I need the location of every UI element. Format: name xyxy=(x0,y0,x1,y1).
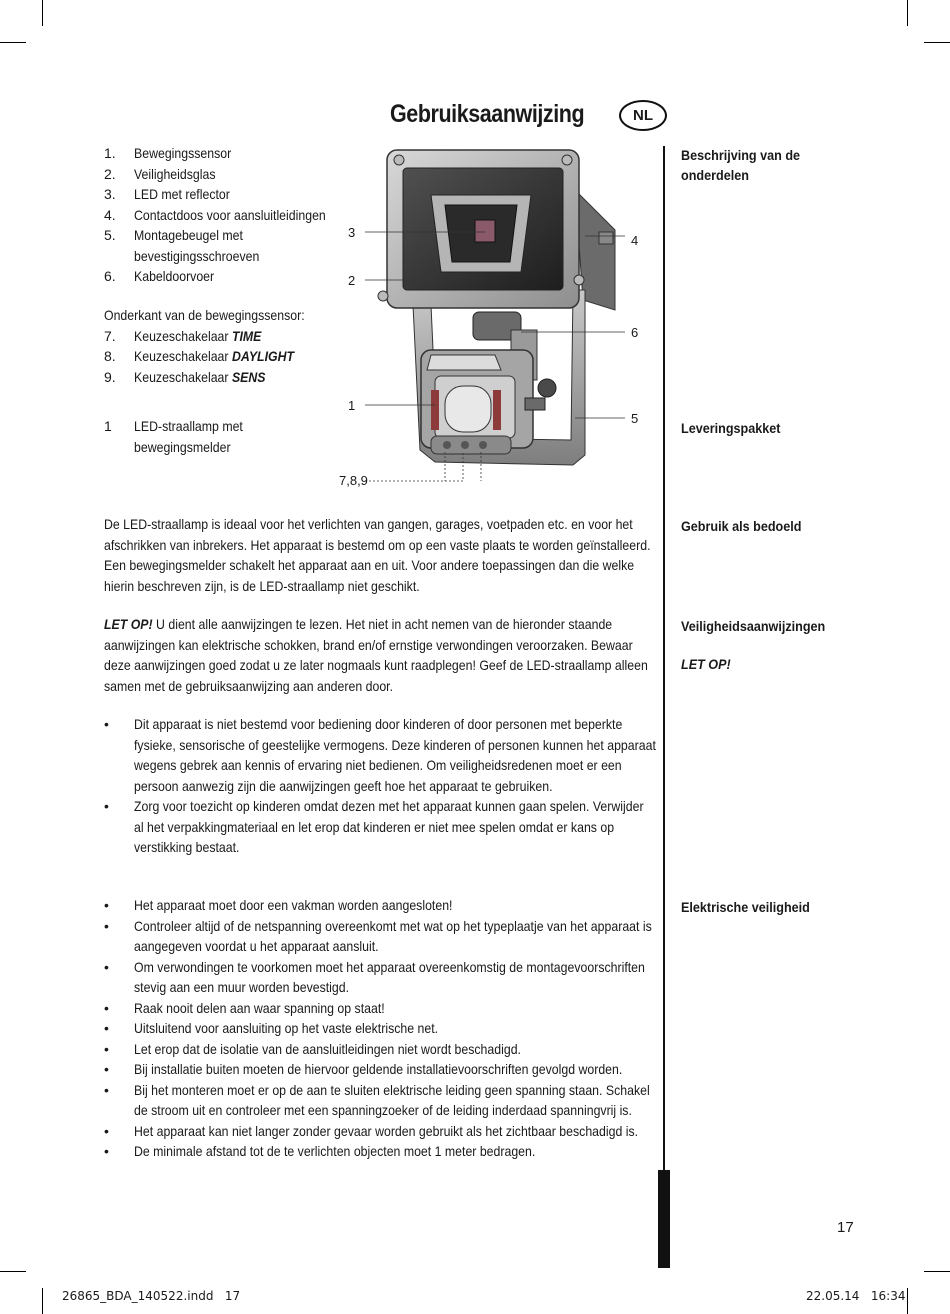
bullet-line: Het apparaat moet door een vakman worden aangesloten! xyxy=(134,897,453,913)
bullet-marker: • xyxy=(104,798,109,814)
callout-label: 3 xyxy=(348,225,356,240)
bullet-line: al het verpakkingmateriaal en let erop dat kinderen er niet mee spelen omdat er kans op xyxy=(134,818,615,835)
bullet-marker: • xyxy=(104,917,109,934)
list-item-continued: bevestigingsschroeven xyxy=(134,247,260,264)
bullet-line: Het apparaat kan niet langer zonder gevaar worden gebruikt als het zichtbaar beschadigd is. xyxy=(134,1122,639,1139)
side-heading-delivery: Leveringspakket xyxy=(681,420,781,436)
bullet-marker: • xyxy=(104,1143,109,1159)
crop-mark xyxy=(907,1288,908,1314)
list-number: 8. xyxy=(104,348,116,364)
bullet-marker: • xyxy=(104,1061,109,1077)
electrical-bullet-list xyxy=(104,895,652,1165)
bullet-line: stevig aan een muur worden bevestigd. xyxy=(134,979,350,995)
parts-list xyxy=(104,143,344,293)
list-item-continued: bewegingsmelder xyxy=(134,438,231,455)
delivery-item xyxy=(104,416,324,460)
list-number: 3. xyxy=(104,186,116,202)
list-number: 1. xyxy=(104,145,116,161)
product-figure xyxy=(335,140,655,490)
footer-file-info: 26865_BDA_140522.indd 17 xyxy=(62,1289,241,1303)
page-number: 17 xyxy=(837,1219,854,1236)
callout-label: 6 xyxy=(631,325,639,340)
paragraph-line: deze aanwijzingen goed zodat u ze later nogmaals kunt raadplegen! Geef de LED-straallamp alleen xyxy=(104,657,648,673)
page-title: Gebruiksaanwijzing xyxy=(390,100,585,128)
intended-use-paragraph xyxy=(104,514,649,596)
callout-label: 5 xyxy=(631,411,639,426)
bullet-line: persoon aanwezig zijn die aanwijzingen geeft hoe het apparaat te gebruiken. xyxy=(134,777,553,794)
crop-mark xyxy=(42,0,43,26)
crop-mark xyxy=(924,42,950,43)
language-badge: NL xyxy=(619,100,667,131)
bullet-line: Bij het monteren moet er op de aan te sluiten elektrische leiding geen spanning staan. Schakel xyxy=(134,1081,650,1098)
callout-label: 1 xyxy=(348,398,356,413)
list-item: Contactdoos voor aansluitleidingen xyxy=(134,206,326,223)
paragraph-line: hierin beschreven zijn, is de LED-straallamp niet geschikt. xyxy=(104,577,420,594)
list-number: 6. xyxy=(104,268,116,284)
bullet-line: aangegeven voordat u het apparaat aansluit. xyxy=(134,938,379,954)
column-divider-bar xyxy=(658,1170,670,1268)
list-item: LED met reflector xyxy=(134,186,230,202)
crop-mark xyxy=(0,1271,26,1272)
list-item: Montagebeugel met xyxy=(134,227,243,243)
list-item: LED-straallamp met xyxy=(134,418,243,434)
list-number: 9. xyxy=(104,368,116,385)
side-heading-electrical: Elektrische veiligheid xyxy=(681,899,810,915)
bullet-marker: • xyxy=(104,897,109,913)
crop-mark xyxy=(42,1288,43,1314)
bullet-line: Raak nooit delen aan waar spanning op staat! xyxy=(134,999,385,1016)
bullet-line: Controleer altijd of de netspanning overeenkomt met wat op het typeplaatje van het apparaat is xyxy=(134,917,652,934)
list-item: Veiligheidsglas xyxy=(134,165,216,182)
list-item: Keuzeschakelaar SENS xyxy=(134,368,266,385)
list-item: Kabeldoorvoer xyxy=(134,268,215,284)
bullet-line: Bij installatie buiten moeten de hiervoor geldende installatievoorschriften gevolgd worden. xyxy=(134,1061,623,1077)
bullet-line: Om verwondingen te voorkomen moet het apparaat overeenkomstig de montagevoorschriften xyxy=(134,958,645,975)
bullet-line: Uitsluitend voor aansluiting op het vaste elektrische net. xyxy=(134,1020,439,1036)
list-number: 2. xyxy=(104,165,116,182)
list-item: Keuzeschakelaar TIME xyxy=(134,327,262,344)
paragraph-line: aanwijzingen kan elektrische schokken, brand en/of ernstige verwondingen veroorzaken. Bewaar xyxy=(104,636,633,653)
list-number: 7. xyxy=(104,327,116,344)
bullet-line: verstikking bestaat. xyxy=(134,839,240,855)
footer-timestamp: 22.05.14 16:34 xyxy=(806,1289,906,1303)
list-item: Keuzeschakelaar DAYLIGHT xyxy=(134,348,294,364)
side-heading-parts: Beschrijving van de onderdelen xyxy=(681,147,801,183)
crop-mark xyxy=(924,1271,950,1272)
bullet-marker: • xyxy=(104,1122,109,1139)
list-number: 4. xyxy=(104,206,116,223)
bullet-line: Let erop dat de isolatie van de aansluitleidingen niet wordt beschadigd. xyxy=(134,1040,521,1057)
bullet-line: wegens gebrek aan kennis of ervaring niet bedienen. Om veiligheidsredenen moet er een xyxy=(134,757,622,773)
bullet-marker: • xyxy=(104,999,109,1016)
safety-paragraph xyxy=(104,614,649,696)
bullet-marker: • xyxy=(104,1040,109,1057)
callout-label: 7,8,9 xyxy=(339,473,368,488)
side-heading-safety: Veiligheidsaanwijzingen xyxy=(681,618,826,634)
paragraph-line: Een bewegingsmelder schakelt het apparaat aan en uit. Voor andere toepassingen dan die welke xyxy=(104,557,635,573)
bullet-marker: • xyxy=(104,716,109,732)
bullet-line: fysieke, sensorische of geestelijke vermogens. Deze kinderen of personen kunnen het apparaat xyxy=(134,736,656,753)
bullet-marker: • xyxy=(104,958,109,975)
bullet-line: de stroom uit en controleer met een spanningzoeker of de leiding inderdaad spanningvrij is. xyxy=(134,1102,632,1118)
callout-label: 4 xyxy=(631,233,639,248)
side-heading-safety-note: LET OP! xyxy=(681,656,731,672)
column-divider xyxy=(663,146,665,1190)
bullet-marker: • xyxy=(104,1020,109,1036)
list-item: Bewegingssensor xyxy=(134,145,232,161)
underside-list xyxy=(104,305,344,389)
bullet-line: Zorg voor toezicht op kinderen omdat dezen met het apparaat kunnen gaan spelen. Verwijder xyxy=(134,798,644,814)
safety-bullet-list xyxy=(104,714,656,864)
bullet-line: De minimale afstand tot de te verlichten objecten moet 1 meter bedragen. xyxy=(134,1143,536,1159)
paragraph-line: De LED-straallamp is ideaal voor het verlichten van gangen, garages, voetpaden etc. en voor het xyxy=(104,516,633,532)
paragraph-line: samen met de gebruiksaanwijzing aan anderen door. xyxy=(104,677,394,694)
led-floodlight-illustration xyxy=(335,140,655,490)
crop-mark xyxy=(907,0,908,26)
underside-heading: Onderkant van de bewegingssensor: xyxy=(104,307,305,323)
paragraph-line: LET OP! U dient alle aanwijzingen te lezen. Het niet in acht nemen van de hieronder staande xyxy=(104,616,613,632)
paragraph-line: afschrikken van inbrekers. Het apparaat is bestemd om op een vaste plaats te worden geïnstalleerd. xyxy=(104,536,651,553)
list-number: 1 xyxy=(104,418,112,434)
list-number: 5. xyxy=(104,227,116,243)
side-heading-intended-use: Gebruik als bedoeld xyxy=(681,518,802,534)
crop-mark xyxy=(0,42,26,43)
bullet-marker: • xyxy=(104,1081,109,1098)
bullet-line: Dit apparaat is niet bestemd voor bediening door kinderen of door personen met beperkte xyxy=(134,716,623,732)
callout-label: 2 xyxy=(348,273,356,288)
